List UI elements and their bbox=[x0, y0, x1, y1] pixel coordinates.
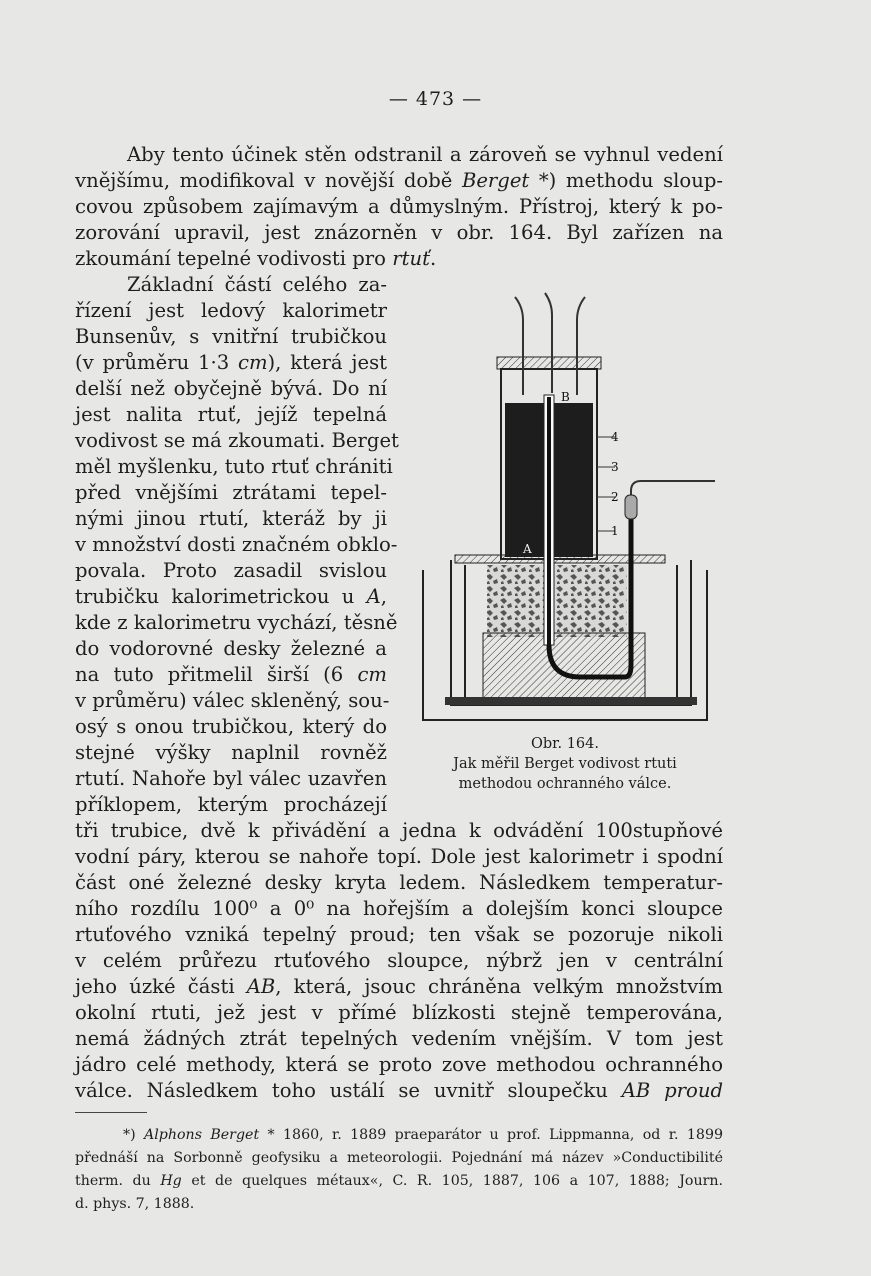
caption-line: Jak měřil Berget vodivost rtuti bbox=[453, 756, 677, 772]
text-segment: jest nalita rtuť, jejíž tepelná bbox=[75, 403, 387, 426]
text-line bbox=[75, 558, 387, 584]
steam-tubes bbox=[515, 293, 585, 395]
text-segment-italic: rtuť bbox=[392, 247, 430, 270]
text-line bbox=[75, 896, 723, 922]
text-line bbox=[75, 402, 387, 428]
page-number: — 473 — bbox=[388, 88, 483, 110]
text-segment: ), která jest bbox=[267, 351, 387, 374]
text-segment: povala. Proto zasadil svislou bbox=[75, 559, 387, 582]
text-line bbox=[75, 480, 387, 506]
text-segment: zkoumání tepelné vodivosti pro bbox=[75, 247, 393, 270]
text-segment: tři trubice, dvě k přivádění a jedna k odvádění 100stupňové bbox=[75, 819, 723, 842]
text-segment-italic: Alphons Berget bbox=[144, 1127, 260, 1143]
figure-164-apparatus bbox=[415, 285, 715, 725]
text-line bbox=[75, 792, 387, 818]
text-line bbox=[75, 740, 387, 766]
text-line bbox=[75, 662, 387, 688]
text-line bbox=[75, 922, 723, 948]
footnote-line bbox=[75, 1170, 723, 1193]
text-segment-italic: Hg bbox=[160, 1173, 182, 1189]
text-segment: válce. Následkem toho ustálí se uvnitř sloupečku bbox=[75, 1079, 622, 1102]
level-ticks bbox=[597, 437, 615, 531]
text-line bbox=[75, 272, 387, 298]
text-line bbox=[75, 714, 387, 740]
text-segment-italic: Berget bbox=[461, 169, 530, 192]
text-segment: delší než obyčejně bývá. Do ní bbox=[75, 377, 387, 400]
text-line bbox=[75, 168, 723, 194]
text-line bbox=[75, 220, 723, 246]
capillary-tube bbox=[631, 481, 715, 505]
caption-line: Obr. 164. bbox=[530, 736, 599, 752]
text-line bbox=[75, 532, 398, 558]
text-line bbox=[75, 1000, 723, 1026]
ice-block bbox=[487, 565, 627, 637]
label-a: A bbox=[523, 542, 532, 556]
glass-cylinder-top bbox=[497, 357, 601, 369]
text-segment: okolní rtuti, jež jest v přímé blízkosti stejně temperována, bbox=[75, 1001, 723, 1024]
text-segment: před vnějšími ztrátami tepel- bbox=[75, 481, 387, 504]
text-line bbox=[75, 688, 390, 714]
text-segment-italic: AB proud bbox=[621, 1079, 723, 1102]
calorimeter-base bbox=[483, 633, 645, 701]
text-segment: Aby tento účinek stěn odstranil a zároveň se vyhnul vedení bbox=[127, 143, 723, 166]
label-b: B bbox=[561, 390, 570, 404]
text-line bbox=[75, 506, 387, 532]
text-line bbox=[75, 1078, 723, 1104]
text-line bbox=[75, 870, 723, 896]
text-segment: , která, jsouc chráněna velkým množstvím bbox=[275, 975, 723, 998]
text-segment: na tuto přitmelil širší (6 bbox=[75, 663, 358, 686]
text-segment: therm. du bbox=[75, 1173, 161, 1189]
text-segment: covou způsobem zajímavým a důmyslným. Přístroj, který k po- bbox=[75, 195, 723, 218]
text-line bbox=[75, 636, 387, 662]
text-segment: zorování upravil, jest znázorněn v obr. 164. Byl zařízen na bbox=[75, 221, 723, 244]
footnote-rule bbox=[75, 1112, 147, 1113]
text-segment: vodní páry, kterou se nahoře topí. Dole jest kalorimetr i spodní bbox=[75, 845, 723, 868]
text-segment: část oné železné desky kryta ledem. Následkem temperatur- bbox=[75, 871, 723, 894]
text-line bbox=[75, 766, 387, 792]
text-segment: v průměru) válec skleněný, sou- bbox=[75, 689, 390, 712]
text-line bbox=[75, 298, 387, 324]
text-line bbox=[75, 974, 723, 1000]
text-line bbox=[75, 324, 387, 350]
text-segment: jádro celé methody, která se proto zove methodou ochranného bbox=[75, 1053, 723, 1076]
text-segment: , bbox=[380, 585, 387, 608]
text-segment-italic: cm bbox=[237, 351, 268, 374]
text-line bbox=[75, 454, 393, 480]
text-line bbox=[75, 610, 398, 636]
text-segment: jeho úzké části bbox=[75, 975, 247, 998]
text-line bbox=[75, 1052, 723, 1078]
text-segment: měl myšlenku, tuto rtuť chrániti bbox=[75, 455, 393, 478]
text-line bbox=[75, 818, 723, 844]
text-segment: řízení jest ledový kalorimetr bbox=[75, 299, 387, 322]
text-line bbox=[75, 194, 723, 220]
text-segment: rtutí. Nahoře byl válec uzavřen bbox=[75, 767, 387, 790]
label-3: 3 bbox=[611, 460, 619, 474]
text-segment: vodivost se má zkoumati. Berget bbox=[75, 429, 399, 452]
text-line bbox=[75, 584, 387, 610]
text-segment: v množství dosti značném obklo- bbox=[75, 533, 398, 556]
text-segment: Základní částí celého za- bbox=[127, 273, 387, 296]
caption-line: methodou ochranného válce. bbox=[458, 776, 672, 792]
text-segment-italic: A bbox=[366, 585, 381, 608]
text-segment: přednáší na Sorbonně geofysiku a meteorologii. Pojednání má název »Conductibilité bbox=[75, 1150, 723, 1166]
text-segment: kde z kalorimetru vychází, těsně bbox=[75, 611, 398, 634]
text-segment: do vodorovné desky železné a bbox=[75, 637, 387, 660]
footnote-line bbox=[75, 1147, 723, 1170]
text-line bbox=[75, 350, 387, 376]
text-line bbox=[75, 376, 387, 402]
text-line bbox=[75, 1026, 723, 1052]
text-line bbox=[75, 246, 723, 272]
text-segment: *) methodu sloup- bbox=[529, 169, 723, 192]
text-segment: osý s onou trubičkou, který do bbox=[75, 715, 387, 738]
text-line bbox=[75, 428, 399, 454]
label-4: 4 bbox=[611, 430, 619, 444]
text-segment: (v průměru 1·3 bbox=[75, 351, 238, 374]
text-segment: et de quelques métaux«, C. R. 105, 1887, 106 a 107, 1888; Journ. bbox=[181, 1173, 724, 1189]
text-segment: nými jinou rtutí, kteráž by ji bbox=[75, 507, 387, 530]
text-line bbox=[75, 844, 723, 870]
text-segment: vnějšímu, modifikoval v novější době bbox=[75, 169, 462, 192]
text-segment: *) bbox=[123, 1127, 145, 1143]
text-segment-italic: cm bbox=[357, 663, 387, 686]
footnote-line bbox=[75, 1193, 723, 1216]
text-segment: stejné výšky naplnil rovněž bbox=[75, 741, 387, 764]
label-1: 1 bbox=[611, 524, 619, 538]
text-segment: . bbox=[429, 247, 437, 270]
label-2: 2 bbox=[611, 490, 619, 504]
text-line bbox=[75, 142, 723, 168]
capillary-bulb bbox=[625, 495, 637, 519]
text-segment: trubičku kalorimetrickou u bbox=[75, 585, 367, 608]
text-segment-italic: AB bbox=[246, 975, 276, 998]
base-plate bbox=[445, 697, 697, 705]
footnote-line bbox=[75, 1124, 723, 1147]
text-segment: ního rozdílu 100⁰ a 0⁰ na hořejším a dolejším konci sloupce bbox=[75, 897, 723, 920]
text-segment: d. phys. 7, 1888. bbox=[75, 1196, 195, 1212]
text-segment: rtuťového vzniká tepelný proud; ten však se pozoruje nikoli bbox=[75, 923, 723, 946]
text-segment: nemá žádných ztrát tepelných vedením vnějším. V tom jest bbox=[75, 1027, 723, 1050]
text-segment: příklopem, kterým procházejí bbox=[75, 793, 387, 816]
text-segment: v celém průřezu rtuťového sloupce, nýbrž jen v centrální bbox=[75, 949, 723, 972]
text-segment: * 1860, r. 1889 praeparátor u prof. Lippmanna, od r. 1899 bbox=[259, 1127, 723, 1143]
text-line bbox=[75, 948, 723, 974]
text-segment: Bunsenův, s vnitřní trubičkou bbox=[75, 325, 387, 348]
